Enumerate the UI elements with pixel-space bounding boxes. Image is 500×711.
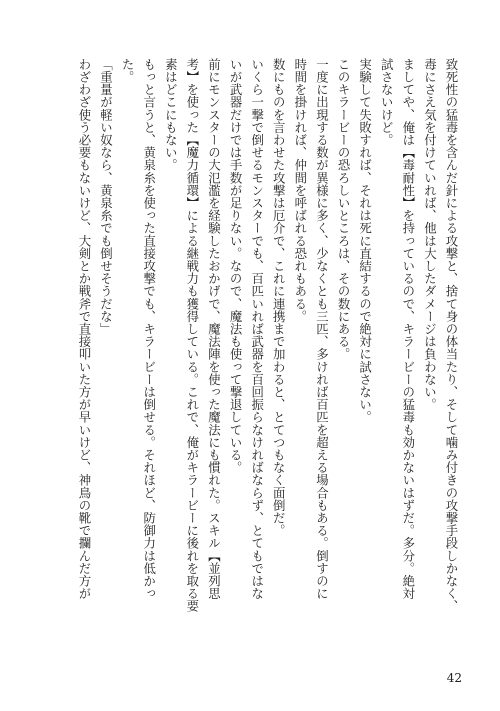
text-line: いくら一撃で倒せるモンスターでも、百匹いれば武器を百回振らなければならず、とてもではな: [249, 58, 265, 600]
text-line: ましてや、俺は【毒耐性】を持っているので、キラービーの猛毒も効かないはずだ。多分。絶対: [400, 58, 416, 600]
text-line: 「重量が軽い奴なら、黄泉糸でも倒せそうだな」: [98, 58, 114, 336]
text-line: 試さないけど。: [379, 58, 395, 147]
text-line: わざわざ使う必要もないけど、大剣とか戦斧で直接叩いた方が早いけど、神鳥の靴で攔んだ方が: [76, 58, 92, 600]
text-line: 致死性の猛毒を含んだ針による攻撃と、捨て身の体当たり、そして噛み付きの攻撃手段しかなく、: [444, 58, 459, 613]
text-line: 毒にさえ気を付けていれば、他は大したダメージは負わない。: [422, 58, 438, 411]
text-line: もっと言うと、黄泉糸を使った直接攻撃でも、キラービーは倒せる。それほど、防御力は低かっ: [141, 58, 157, 600]
text-line: 一度に出現する数が異様に多く、少なくとも三匹、多ければ百匹を超える場合もある。倒すのに: [314, 58, 330, 600]
text-line: 数にものを言わせた攻撃は厄介で、これに連携まで加わると、とてつもなく面倒だ。: [271, 58, 287, 537]
text-line: 前にモンスターの大氾濫を経験したおかげで、魔法陣を使った魔法にも慣れた。スキル【並列思: [206, 58, 222, 600]
text-line: いが武器だけでは手数が足りない。なので、魔法も使って撃退している。: [228, 58, 244, 474]
page-number: 42: [446, 671, 462, 685]
text-line: このキラービーの恐ろしいところは、その数にある。: [336, 58, 352, 361]
text-line: 考】を使った【魔力循環】による継戦力も獲得している。これで、俺がキラービーに後れを取る要: [184, 58, 200, 613]
vertical-text-block: [42, 58, 462, 644]
text-line: 素はどこにもない。: [163, 58, 179, 172]
text-line: 実験して失敗すれば、それは死に直結するので絶対に試さない。: [357, 58, 373, 424]
text-line: た。: [120, 58, 136, 84]
text-line: 時間を掛ければ、仲間を呼ばれる恐れもある。: [292, 58, 308, 323]
